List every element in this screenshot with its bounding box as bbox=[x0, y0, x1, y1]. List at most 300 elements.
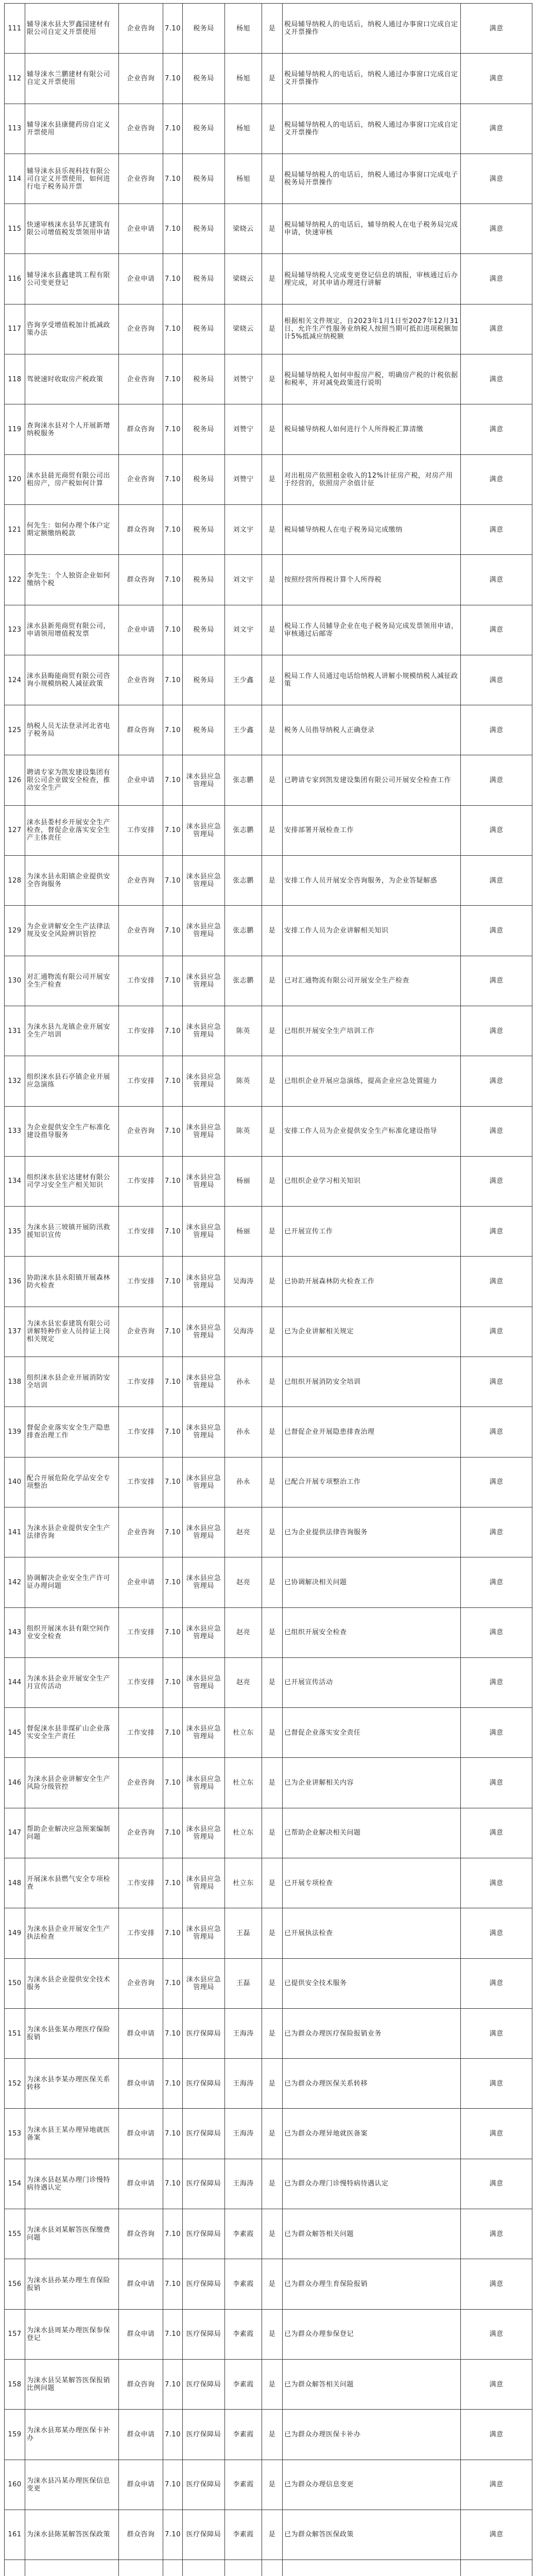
request-type: 工作安排 bbox=[119, 1657, 163, 1707]
resolved-flag: 是 bbox=[262, 2309, 283, 2359]
resolved-flag: 是 bbox=[262, 54, 283, 104]
handler: 杨旭 bbox=[225, 4, 262, 54]
department: 税务局 bbox=[183, 454, 225, 504]
reply-text: 已为企业提供法律咨询服务 bbox=[283, 1507, 461, 1557]
reply-text: 已为群众办理医疗保险报销业务 bbox=[283, 2008, 461, 2058]
resolved-flag: 是 bbox=[262, 2109, 283, 2159]
request-type: 工作安排 bbox=[119, 1708, 163, 1758]
resolved-flag: 是 bbox=[262, 304, 283, 354]
request-text: 辅导涞水兰鹏建材有限公司自定义开票使用 bbox=[25, 54, 119, 104]
row-number: 155 bbox=[5, 2209, 25, 2259]
department: 涞水县应急管理局 bbox=[183, 1106, 225, 1156]
table-row bbox=[5, 555, 532, 605]
department: 税务局 bbox=[183, 304, 225, 354]
request-type: 群众咨询 bbox=[119, 2510, 163, 2560]
resolved-flag: 是 bbox=[262, 1908, 283, 1958]
resolved-flag: 是 bbox=[262, 755, 283, 805]
row-number: 126 bbox=[5, 755, 25, 805]
date: 7.10 bbox=[163, 1156, 183, 1206]
table-row bbox=[5, 1557, 532, 1607]
department: 医疗保障局 bbox=[183, 2359, 225, 2409]
request-text: 督促企业落实安全生产隐患排查治理工作 bbox=[25, 1407, 119, 1457]
department: 涞水县应急管理局 bbox=[183, 1607, 225, 1657]
request-text: 快速审核涞水县华瓦建筑有限公司增值税发票领用申请 bbox=[25, 204, 119, 254]
satisfaction: 满意 bbox=[461, 605, 532, 655]
request-type bbox=[119, 2560, 163, 2576]
reply-text: 安排工作人员为企业讲解相关知识 bbox=[283, 906, 461, 956]
table-row bbox=[5, 2359, 532, 2409]
reply-text: 税局辅导纳税人如何申报房产税，明确房产税的计税依据和税率，并对减免政策进行说明 bbox=[283, 354, 461, 404]
resolved-flag: 是 bbox=[262, 1708, 283, 1758]
table-row bbox=[5, 1457, 532, 1507]
satisfaction: 满意 bbox=[461, 1908, 532, 1958]
request-text: 李先生：个人独资企业如何缴纳个税 bbox=[25, 555, 119, 605]
handler: 刘文宇 bbox=[225, 555, 262, 605]
resolved-flag: 是 bbox=[262, 2259, 283, 2309]
request-text: 为涞水县刘某解答医保缴费问题 bbox=[25, 2209, 119, 2259]
department: 涞水县应急管理局 bbox=[183, 1257, 225, 1307]
handler: 王海涛 bbox=[225, 2008, 262, 2058]
department: 医疗保障局 bbox=[183, 2209, 225, 2259]
handler: 杜立东 bbox=[225, 1808, 262, 1858]
date: 7.10 bbox=[163, 1106, 183, 1156]
row-number: 151 bbox=[5, 2008, 25, 2058]
request-text: 为涞水县企业提供安全技术服务 bbox=[25, 1958, 119, 2008]
date: 7.10 bbox=[163, 2309, 183, 2359]
satisfaction: 满意 bbox=[461, 1858, 532, 1908]
date: 7.10 bbox=[163, 2059, 183, 2109]
request-type: 群众申请 bbox=[119, 2059, 163, 2109]
reply-text: 税局辅导纳税人的电话后，纳税人通过办事窗口完成自定义开票操作 bbox=[283, 4, 461, 54]
request-type: 企业咨询 bbox=[119, 1106, 163, 1156]
handler: 杨旭 bbox=[225, 154, 262, 204]
department: 涞水县应急管理局 bbox=[183, 956, 225, 1006]
department: 医疗保障局 bbox=[183, 2159, 225, 2209]
table-row bbox=[5, 1808, 532, 1858]
row-number: 142 bbox=[5, 1557, 25, 1607]
department: 医疗保障局 bbox=[183, 2259, 225, 2309]
request-type: 企业申请 bbox=[119, 755, 163, 805]
table-row bbox=[5, 1858, 532, 1908]
date: 7.10 bbox=[163, 1056, 183, 1106]
reply-text: 已为企业讲解相关内容 bbox=[283, 1758, 461, 1808]
department: 涞水县应急管理局 bbox=[183, 755, 225, 805]
row-number: 120 bbox=[5, 454, 25, 504]
request-type: 企业咨询 bbox=[119, 104, 163, 154]
department: 涞水县应急管理局 bbox=[183, 1657, 225, 1707]
satisfaction: 满意 bbox=[461, 2460, 532, 2510]
reply-text: 对出租房产依照租金收入的12%计征房产税，对房产用于经营的，依照房产余值计征 bbox=[283, 454, 461, 504]
department: 涞水县应急管理局 bbox=[183, 856, 225, 906]
date: 7.10 bbox=[163, 2410, 183, 2460]
reply-text: 已开展执法检查 bbox=[283, 1908, 461, 1958]
handler: 刘赞宁 bbox=[225, 454, 262, 504]
department: 税务局 bbox=[183, 555, 225, 605]
resolved-flag: 是 bbox=[262, 1006, 283, 1056]
satisfaction: 满意 bbox=[461, 1457, 532, 1507]
satisfaction: 满意 bbox=[461, 1407, 532, 1457]
table-row bbox=[5, 2460, 532, 2510]
reply-text bbox=[283, 2560, 461, 2576]
date: 7.10 bbox=[163, 2109, 183, 2159]
satisfaction: 满意 bbox=[461, 104, 532, 154]
handler: 杜立东 bbox=[225, 1708, 262, 1758]
handler: 李素霞 bbox=[225, 2259, 262, 2309]
request-type: 工作安排 bbox=[119, 805, 163, 855]
date: 7.10 bbox=[163, 805, 183, 855]
row-number: 132 bbox=[5, 1056, 25, 1106]
satisfaction: 满意 bbox=[461, 1657, 532, 1707]
date: 7.10 bbox=[163, 1557, 183, 1607]
satisfaction: 满意 bbox=[461, 2109, 532, 2159]
resolved-flag: 是 bbox=[262, 104, 283, 154]
table-row bbox=[5, 1106, 532, 1156]
request-type: 工作安排 bbox=[119, 1607, 163, 1657]
date: 7.10 bbox=[163, 1657, 183, 1707]
handler: 赵亮 bbox=[225, 1507, 262, 1557]
request-text: 咨询享受增值税加计抵减政策办法 bbox=[25, 304, 119, 354]
department: 税务局 bbox=[183, 154, 225, 204]
handler: 王少鑫 bbox=[225, 655, 262, 705]
request-text: 帮助企业解决应急预案编制问题 bbox=[25, 1808, 119, 1858]
satisfaction: 满意 bbox=[461, 4, 532, 54]
reply-text: 已组织企业学习相关知识 bbox=[283, 1156, 461, 1206]
date: 7.10 bbox=[163, 2008, 183, 2058]
handler: 张志鹏 bbox=[225, 906, 262, 956]
table-row bbox=[5, 1056, 532, 1106]
resolved-flag: 是 bbox=[262, 1557, 283, 1607]
handler: 张志鹏 bbox=[225, 856, 262, 906]
satisfaction: 满意 bbox=[461, 354, 532, 404]
request-text bbox=[25, 2560, 119, 2576]
date: 7.10 bbox=[163, 2159, 183, 2209]
resolved-flag: 是 bbox=[262, 555, 283, 605]
department: 医疗保障局 bbox=[183, 2008, 225, 2058]
request-text: 为涞水县企业提供安全生产法律咨询 bbox=[25, 1507, 119, 1557]
row-number: 114 bbox=[5, 154, 25, 204]
reply-text: 已为群众解答相关问题 bbox=[283, 2209, 461, 2259]
request-text: 辅导涞水县乐视科技有限公司自定义开票使用，如何进行电子税务局开票 bbox=[25, 154, 119, 204]
table-row bbox=[5, 655, 532, 705]
request-text: 涞水县晨光商贸有限公司出租房产，房产税如何计算 bbox=[25, 454, 119, 504]
date: 7.10 bbox=[163, 1858, 183, 1908]
date bbox=[163, 2560, 183, 2576]
resolved-flag: 是 bbox=[262, 1357, 283, 1407]
satisfaction: 满意 bbox=[461, 254, 532, 304]
request-text: 聘请专家为凯发建设集团有限公司企业做安全检查，推动安全生产 bbox=[25, 755, 119, 805]
resolved-flag: 是 bbox=[262, 1156, 283, 1206]
department: 涞水县应急管理局 bbox=[183, 1758, 225, 1808]
row-number: 154 bbox=[5, 2159, 25, 2209]
table-row bbox=[5, 1958, 532, 2008]
satisfaction: 满意 bbox=[461, 856, 532, 906]
row-number: 160 bbox=[5, 2460, 25, 2510]
reply-text: 税局工作人员辅导企业在电子税务局完成发票领用申请，审核通过后邮寄 bbox=[283, 605, 461, 655]
resolved-flag: 是 bbox=[262, 454, 283, 504]
satisfaction: 满意 bbox=[461, 54, 532, 104]
date: 7.10 bbox=[163, 1607, 183, 1657]
department: 涞水县应急管理局 bbox=[183, 1808, 225, 1858]
request-type: 企业咨询 bbox=[119, 1958, 163, 2008]
request-type: 群众咨询 bbox=[119, 705, 163, 755]
department: 涞水县应急管理局 bbox=[183, 1056, 225, 1106]
table-row bbox=[5, 2309, 532, 2359]
satisfaction: 满意 bbox=[461, 304, 532, 354]
resolved-flag: 是 bbox=[262, 504, 283, 554]
satisfaction: 满意 bbox=[461, 2359, 532, 2409]
department: 涞水县应急管理局 bbox=[183, 1908, 225, 1958]
department: 涞水县应急管理局 bbox=[183, 805, 225, 855]
department: 涞水县应急管理局 bbox=[183, 1357, 225, 1407]
date: 7.10 bbox=[163, 1958, 183, 2008]
handler: 王磊 bbox=[225, 1908, 262, 1958]
date: 7.10 bbox=[163, 204, 183, 254]
handler: 李素霞 bbox=[225, 2510, 262, 2560]
request-type: 群众咨询 bbox=[119, 555, 163, 605]
table-row bbox=[5, 1908, 532, 1958]
request-type: 企业咨询 bbox=[119, 655, 163, 705]
request-text: 辅导涞水县康健药房自定义开票使用 bbox=[25, 104, 119, 154]
department: 税务局 bbox=[183, 354, 225, 404]
request-text: 组织开展涞水县有限空间作业安全检查 bbox=[25, 1607, 119, 1657]
handler: 梁晓云 bbox=[225, 254, 262, 304]
request-type: 企业咨询 bbox=[119, 856, 163, 906]
reply-text: 已配合开展专项整治工作 bbox=[283, 1457, 461, 1507]
satisfaction: 满意 bbox=[461, 154, 532, 204]
satisfaction: 满意 bbox=[461, 1507, 532, 1557]
reply-text: 已为群众解答医保政策 bbox=[283, 2510, 461, 2560]
satisfaction: 满意 bbox=[461, 555, 532, 605]
reply-text: 已协助开展森林防火检查工作 bbox=[283, 1257, 461, 1307]
date: 7.10 bbox=[163, 1808, 183, 1858]
reply-text: 税局辅导纳税人如何进行个人所得税汇算清缴 bbox=[283, 404, 461, 454]
department: 涞水县应急管理局 bbox=[183, 1708, 225, 1758]
request-type: 工作安排 bbox=[119, 1908, 163, 1958]
row-number: 135 bbox=[5, 1207, 25, 1257]
reply-text: 已聘请专家到凯发建设集团有限公司开展安全检查工作 bbox=[283, 755, 461, 805]
department: 税务局 bbox=[183, 655, 225, 705]
reply-text: 税局辅导纳税人的电话后，辅导纳税人在电子税务局完成申请，快速审核 bbox=[283, 204, 461, 254]
date: 7.10 bbox=[163, 2359, 183, 2409]
request-type: 工作安排 bbox=[119, 1407, 163, 1457]
reply-text: 已督促企业落实安全责任 bbox=[283, 1708, 461, 1758]
resolved-flag: 是 bbox=[262, 354, 283, 404]
department: 涞水县应急管理局 bbox=[183, 1958, 225, 2008]
handler: 赵亮 bbox=[225, 1607, 262, 1657]
request-text: 涞水县娄村乡开展安全生产检查，督促企业落实安全生产主体责任 bbox=[25, 805, 119, 855]
date: 7.10 bbox=[163, 755, 183, 805]
request-type: 群众咨询 bbox=[119, 2209, 163, 2259]
date: 7.10 bbox=[163, 1457, 183, 1507]
date: 7.10 bbox=[163, 104, 183, 154]
row-number: 161 bbox=[5, 2510, 25, 2560]
satisfaction: 满意 bbox=[461, 2209, 532, 2259]
row-number: 131 bbox=[5, 1006, 25, 1056]
table-row bbox=[5, 856, 532, 906]
request-type: 企业咨询 bbox=[119, 1758, 163, 1808]
reply-text: 已开展宣传工作 bbox=[283, 1207, 461, 1257]
reply-text: 安排工作人员为企业提供安全生产标准化建设指导 bbox=[283, 1106, 461, 1156]
resolved-flag bbox=[262, 2560, 283, 2576]
department: 医疗保障局 bbox=[183, 2510, 225, 2560]
table-row bbox=[5, 2410, 532, 2460]
resolved-flag: 是 bbox=[262, 1858, 283, 1908]
satisfaction: 满意 bbox=[461, 755, 532, 805]
handler: 梁晓云 bbox=[225, 304, 262, 354]
reply-text: 已为群众办理医保卡补办 bbox=[283, 2410, 461, 2460]
satisfaction: 满意 bbox=[461, 2410, 532, 2460]
row-number: 138 bbox=[5, 1357, 25, 1407]
row-number: 149 bbox=[5, 1908, 25, 1958]
row-number: 122 bbox=[5, 555, 25, 605]
handler: 陈英 bbox=[225, 1106, 262, 1156]
handler: 梁晓云 bbox=[225, 204, 262, 254]
table-row bbox=[5, 1357, 532, 1407]
request-text: 为涞水县冯某办理医保信息变更 bbox=[25, 2460, 119, 2510]
request-type: 工作安排 bbox=[119, 1257, 163, 1307]
reply-text: 已组织开展安全检查 bbox=[283, 1607, 461, 1657]
satisfaction: 满意 bbox=[461, 1207, 532, 1257]
request-type: 企业咨询 bbox=[119, 354, 163, 404]
handler: 李素霞 bbox=[225, 2460, 262, 2510]
department: 税务局 bbox=[183, 204, 225, 254]
date: 7.10 bbox=[163, 4, 183, 54]
request-text: 为企业提供安全生产标准化建设指导服务 bbox=[25, 1106, 119, 1156]
resolved-flag: 是 bbox=[262, 906, 283, 956]
resolved-flag: 是 bbox=[262, 204, 283, 254]
handler: 李素霞 bbox=[225, 2209, 262, 2259]
request-text: 为涞水县吴某解答医保报销比例问题 bbox=[25, 2359, 119, 2409]
row-number: 124 bbox=[5, 655, 25, 705]
handler: 杜立东 bbox=[225, 1858, 262, 1908]
satisfaction: 满意 bbox=[461, 454, 532, 504]
department: 涞水县应急管理局 bbox=[183, 1507, 225, 1557]
row-number: 157 bbox=[5, 2309, 25, 2359]
resolved-flag: 是 bbox=[262, 655, 283, 705]
resolved-flag: 是 bbox=[262, 2159, 283, 2209]
table-row bbox=[5, 1657, 532, 1707]
department: 涞水县应急管理局 bbox=[183, 906, 225, 956]
satisfaction bbox=[461, 2560, 532, 2576]
request-type: 群众申请 bbox=[119, 2259, 163, 2309]
date: 7.10 bbox=[163, 404, 183, 454]
resolved-flag: 是 bbox=[262, 2510, 283, 2560]
request-type: 企业咨询 bbox=[119, 4, 163, 54]
reply-text: 已为群众办理异地就医备案 bbox=[283, 2109, 461, 2159]
request-text: 驾驶速时收取房产税政策 bbox=[25, 354, 119, 404]
date: 7.10 bbox=[163, 1708, 183, 1758]
table-row bbox=[5, 1507, 532, 1557]
request-text: 为涞水县王某办理异地就医备案 bbox=[25, 2109, 119, 2159]
department: 涞水县应急管理局 bbox=[183, 1207, 225, 1257]
request-type: 企业咨询 bbox=[119, 304, 163, 354]
handler: 王海涛 bbox=[225, 2109, 262, 2159]
reply-text: 已为群众办理生育保险报销 bbox=[283, 2259, 461, 2309]
reply-text: 安排工作人员开展安全咨询服务，为企业答疑解惑 bbox=[283, 856, 461, 906]
handler: 杨旭 bbox=[225, 104, 262, 154]
department: 税务局 bbox=[183, 605, 225, 655]
date: 7.10 bbox=[163, 1758, 183, 1808]
table-row bbox=[5, 2560, 532, 2576]
table-row bbox=[5, 956, 532, 1006]
reply-text: 安排部署开展检查工作 bbox=[283, 805, 461, 855]
date: 7.10 bbox=[163, 54, 183, 104]
reply-text: 已督促企业开展隐患排查治理 bbox=[283, 1407, 461, 1457]
table-row bbox=[5, 1207, 532, 1257]
request-type: 企业咨询 bbox=[119, 906, 163, 956]
table-row bbox=[5, 104, 532, 154]
department: 税务局 bbox=[183, 504, 225, 554]
resolved-flag: 是 bbox=[262, 805, 283, 855]
resolved-flag: 是 bbox=[262, 2008, 283, 2058]
request-type: 企业咨询 bbox=[119, 154, 163, 204]
request-text: 开展涞水县燃气安全专项检查 bbox=[25, 1858, 119, 1908]
handler bbox=[225, 2560, 262, 2576]
satisfaction: 满意 bbox=[461, 504, 532, 554]
satisfaction: 满意 bbox=[461, 1958, 532, 2008]
date: 7.10 bbox=[163, 154, 183, 204]
resolved-flag: 是 bbox=[262, 856, 283, 906]
row-number: 125 bbox=[5, 705, 25, 755]
satisfaction: 满意 bbox=[461, 1307, 532, 1357]
date: 7.10 bbox=[163, 254, 183, 304]
table-body bbox=[5, 4, 532, 2576]
resolved-flag: 是 bbox=[262, 1507, 283, 1557]
date: 7.10 bbox=[163, 1357, 183, 1407]
row-number: 129 bbox=[5, 906, 25, 956]
reply-text: 税局辅导纳税人的电话后，纳税人通过办事窗口完成自定义开票操作 bbox=[283, 104, 461, 154]
request-type: 工作安排 bbox=[119, 956, 163, 1006]
request-type: 企业咨询 bbox=[119, 1307, 163, 1357]
service-record-table bbox=[4, 3, 532, 2576]
request-type: 群众申请 bbox=[119, 2109, 163, 2159]
request-text: 为涞水县孙某办理生育保险报销 bbox=[25, 2259, 119, 2309]
satisfaction: 满意 bbox=[461, 2008, 532, 2058]
reply-text: 已为群众办理信息变更 bbox=[283, 2460, 461, 2510]
reply-text: 已组织开展安全生产培训工作 bbox=[283, 1006, 461, 1056]
request-text: 辅导涞水县鑫建筑工程有限公司变更登记 bbox=[25, 254, 119, 304]
department bbox=[183, 2560, 225, 2576]
request-type: 企业申请 bbox=[119, 254, 163, 304]
handler: 吴海涛 bbox=[225, 1257, 262, 1307]
handler: 张志鹏 bbox=[225, 755, 262, 805]
satisfaction: 满意 bbox=[461, 1257, 532, 1307]
row-number: 139 bbox=[5, 1407, 25, 1457]
request-type: 企业咨询 bbox=[119, 1808, 163, 1858]
request-type: 群众申请 bbox=[119, 2410, 163, 2460]
date: 7.10 bbox=[163, 1407, 183, 1457]
resolved-flag: 是 bbox=[262, 1106, 283, 1156]
row-number: 119 bbox=[5, 404, 25, 454]
resolved-flag: 是 bbox=[262, 2209, 283, 2259]
handler: 李素霞 bbox=[225, 2410, 262, 2460]
resolved-flag: 是 bbox=[262, 404, 283, 454]
row-number: 115 bbox=[5, 204, 25, 254]
row-number: 113 bbox=[5, 104, 25, 154]
reply-text: 税局工作人员通过电话给纳税人讲解小规模纳税人减征政策 bbox=[283, 655, 461, 705]
row-number: 127 bbox=[5, 805, 25, 855]
satisfaction: 满意 bbox=[461, 906, 532, 956]
handler: 杨丽 bbox=[225, 1156, 262, 1206]
request-text: 为涞水县李某办理医保关系转移 bbox=[25, 2059, 119, 2109]
department: 涞水县应急管理局 bbox=[183, 1156, 225, 1206]
department: 医疗保障局 bbox=[183, 2410, 225, 2460]
request-text: 涞水县晦能商贸有限公司咨询小规模纳税人减征政策 bbox=[25, 655, 119, 705]
table-row bbox=[5, 204, 532, 254]
request-type: 群众咨询 bbox=[119, 2359, 163, 2409]
satisfaction: 满意 bbox=[461, 1708, 532, 1758]
request-type: 企业申请 bbox=[119, 1557, 163, 1607]
